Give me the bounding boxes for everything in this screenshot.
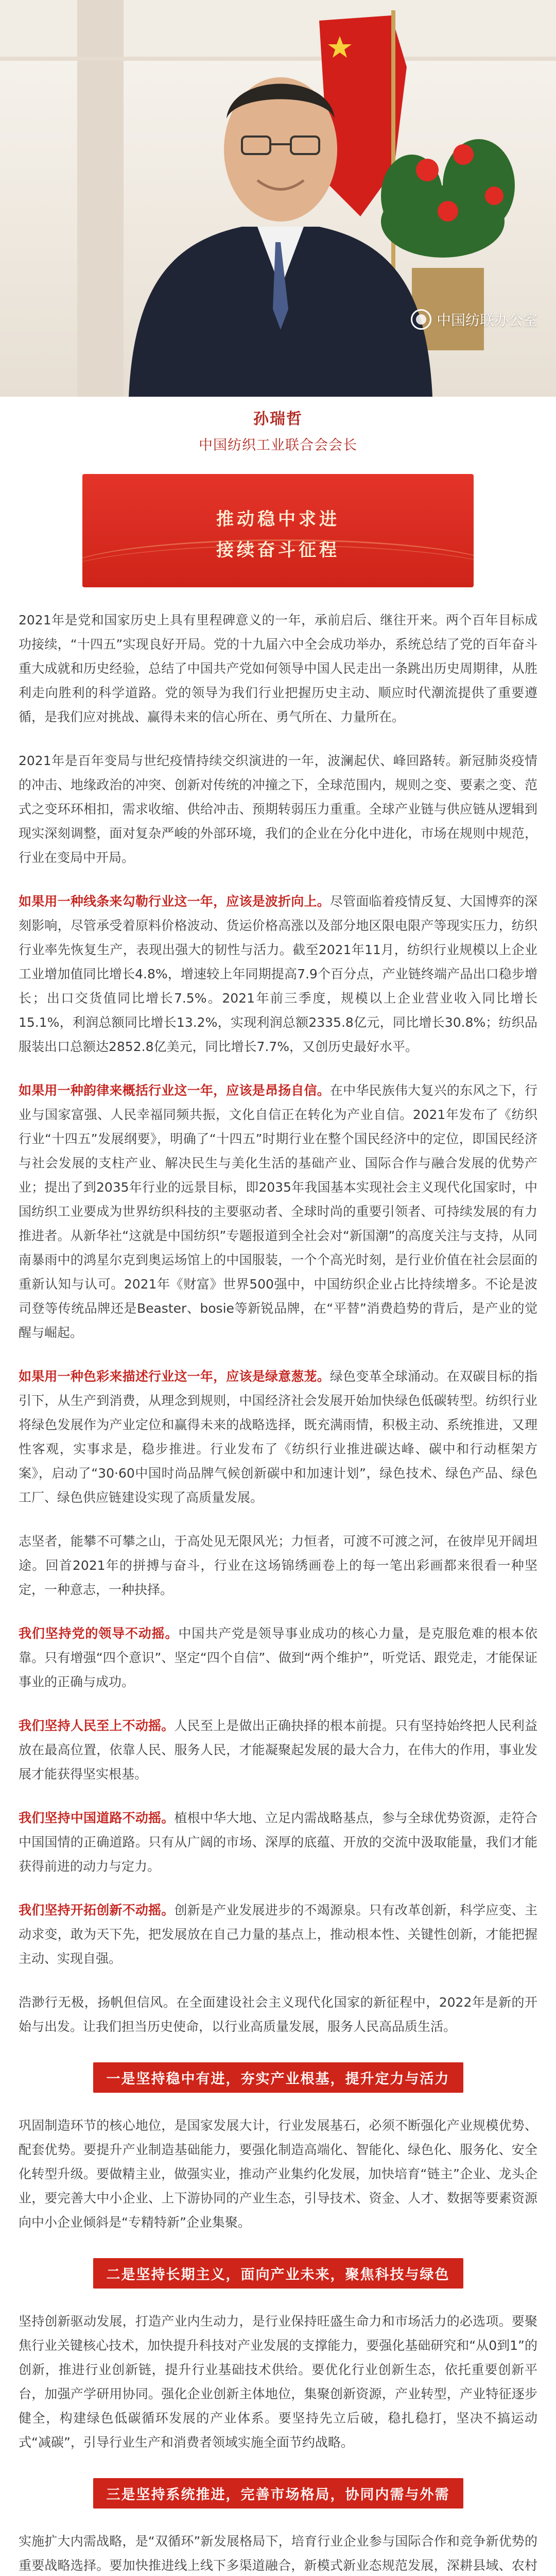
paragraph-text: 2021年是百年变局与世纪疫情持续交织演进的一年，波澜起伏、峰回路转。新冠肺炎疫情的冲击、地缘政治的冲突、创新对传统的冲撞之下，全球范围内，规则之变、要素之变、范式之变环环相扣，需求收缩、供给冲击、预期转弱压力重重。全球产业链与供应链从逻辑到现实深刻调整，面对复杂严峻的外部环境，我们的企业在分化中进化，市场在规则中规范，行业在变局中开局。	[19, 753, 537, 865]
wechat-logo-icon	[411, 309, 431, 330]
paragraph-text: 植根中华大地、立足内需战略基点，参与全球优势资源，走符合中国国情的正确道路。只有从广阔的市场、深厚的底蕴、开放的交流中汲取能量，我们才能获得前进的动力与定力。	[19, 1810, 537, 1874]
paragraph-text: 中国共产党是领导事业成功的核心力量，是克服危难的根本依靠。只有增强“四个意识”、坚定“四个自信”、做到“两个维护”，听党话、跟党走，才能保证事业的正确与成功。	[19, 1626, 537, 1689]
paragraph-text: 尽管面临着疫情反复、大国博弈的深刻影响，尽管承受着原料价格波动、货运价格高涨以及部分地区限电限产等现实压力，纺织行业率先恢复生产，表现出强大的韧性与活力。截至2021年11月，纺织行业规模以上企业工业增加值同比增长4.8%，增速较上年同期提高7.9个百分点，产业链终端产品出口稳步增长；出口交货值同比增长7.5%。2021年前三季度，规模以上企业营业收入同比增长15.1%，利润总额同比增长13.2%，实现利润总额2335.8亿元，同比增长30.8%；纺织品服装出口总额达2852.8亿美元，同比增长7.7%，又创历史最好水平。	[19, 894, 537, 1054]
paragraph-lead: 如果用一种线条来勾勒行业这一年，应该是波折向上。	[19, 894, 330, 909]
intro-paragraphs	[19, 608, 537, 2039]
paragraph	[19, 889, 537, 1059]
section-heading-2	[19, 2258, 537, 2289]
section-heading-1-label: 一是坚持稳中有进，夯实产业根基，提升定力与活力	[93, 2062, 463, 2093]
caption-name: 孙瑞哲	[253, 410, 303, 428]
article-body	[19, 587, 537, 2576]
wall-panel	[0, 57, 556, 61]
paragraph	[19, 2529, 537, 2576]
section-2-paragraphs	[19, 2309, 537, 2454]
paragraph	[19, 1714, 537, 1786]
paragraph	[19, 1898, 537, 1971]
paragraph	[19, 2309, 537, 2454]
caption-role: 中国纺织工业联合会会长	[199, 437, 357, 453]
paragraph	[19, 608, 537, 729]
paragraph	[19, 1621, 537, 1694]
paragraph-text: 在中华民族伟大复兴的东风之下，行业与国家富强、人民幸福同频共振，文化自信正在转化为产业自信。2021年发布了《纺织行业“十四五”发展纲要》，明确了“十四五”时期行业在整个国民经济中的定位，即国民经济与社会发展的支柱产业、解决民生与美化生活的基础产业、国际合作与融合发展的优势产业；提出了到2035年行业的远景目标，即2035年我国基本实现社会主义现代化国家时，中国纺织工业要成为世界纺织科技的主要驱动者、全球时尚的重要引领者、可持续发展的有力推进者。从新华社“这就是中国纺织”专题报道到全社会对“新国潮”的高度关注与支持，从同南暴雨中的鸿星尔克到奥运场馆上的中国服装，一个个高光时刻，是行业价值在社会层面的重新认知与认可。2021年《财富》世界500强中，中国纺织企业占比持续增多。不论是波司登等传统品牌还是Beaster、bosie等新锐品牌，在“平替”消费趋势的背后，是产业的觉醒与崛起。	[19, 1083, 537, 1340]
photo-caption	[0, 397, 556, 463]
paragraph-lead: 我们坚持开拓创新不动摇。	[19, 1903, 175, 1918]
paragraph-text: 巩固制造环节的核心地位，是国家发展大计，行业发展基石，必须不断强化产业规模优势、配套优势。要提升产业制造基础能力，要强化制造高端化、智能化、绿色化、服务化、安全化转型升级。要做精主业，做强实业，推动产业集约化发展，加快培育“链主”企业、龙头企业，要完善大中小企业、上下游协同的产业生态，引导技术、资金、人才、数据等要素资源向中小企业倾斜是“专精特新”企业集聚。	[19, 2118, 537, 2230]
section-heading-2-label: 二是坚持长期主义，面向产业未来，聚焦科技与绿色	[93, 2258, 463, 2289]
paragraph-lead: 如果用一种韵律来概括行业这一年，应该是昂扬自信。	[19, 1083, 330, 1098]
title-banner	[82, 474, 474, 587]
banner-title-line2: 接续奋斗征程	[216, 540, 340, 561]
paragraph-text: 2021年是党和国家历史上具有里程碑意义的一年，承前启后、继往开来。两个百年目标成功接续，“十四五”实现良好开局。党的十九届六中全会成功举办，系统总结了党的百年奋斗重大成就和历史经验，总结了中国共产党如何领导中国人民走出一条跳出历史周期律，从胜利走向胜利的科学道路。党的领导为我们行业把握历史主动、顺应时代潮流提供了重要遵循，是我们应对挑战、赢得未来的信心所在、勇气所在、力量所在。	[19, 613, 537, 724]
paragraph-lead: 我们坚持党的领导不动摇。	[19, 1626, 179, 1641]
watermark-text: 中国纺联办公室	[436, 312, 537, 329]
section-heading-1	[19, 2062, 537, 2093]
watermark	[411, 309, 537, 330]
paragraph	[19, 1806, 537, 1878]
paragraph-text: 创新是产业发展进步的不竭源泉。只有改革创新，科学应变、主动求变，敢为天下先，把发展放在自己力量的基点上，推动根本性、关键性创新，才能把握主动、实现自强。	[19, 1903, 537, 1966]
banner-title-line1: 推动稳中求进	[216, 509, 340, 530]
paragraph-text: 坚持创新驱动发展，打造产业内生动力，是行业保持旺盛生命力和市场活力的必选项。要聚焦行业关键核心技术，加快提升科技对产业发展的支撑能力，要强化基础研究和“从0到1”的创新，推进行业创新链，提升行业基础技术供给。要优化行业创新生态，依托重要创新平台，加强产学研用协同。强化企业创新主体地位，集聚创新资源，产业转型，产业特征逐步健全，构建绿色低碳循环发展的产业体系。要坚持先立后破，稳扎稳打，坚决不搞运动式“减碳”，引导行业生产和消费者领域实施全面节约战略。	[19, 2314, 537, 2450]
paragraph-lead: 我们坚持中国道路不动摇。	[19, 1810, 175, 1825]
paragraph-text: 绿色变革全球涌动。在双碳目标的指引下，从生产到消费，从理念到规则，中国经济社会发展开始加快绿色低碳转型。纺织行业将绿色发展作为产业定位和赢得未来的战略选择，既充满雨情，积极主动、系统推进，又理性客观，实事求是，稳步推进。行业发布了《纺织行业推进碳达峰、碳中和行动框架方案》，启动了“30·60中国时尚品牌气候创新碳中和加速计划”，绿色技术、绿色产品、绿色工厂、绿色供应链建设实现了高质量发展。	[19, 1369, 537, 1505]
portrait-illustration	[0, 0, 556, 397]
paragraph-lead: 我们坚持人民至上不动摇。	[19, 1718, 175, 1733]
paragraph	[19, 1078, 537, 1345]
section-1-paragraphs	[19, 2113, 537, 2234]
paragraph	[19, 1990, 537, 2039]
paragraph	[19, 2113, 537, 2234]
paragraph-text: 志坚者，能攀不可攀之山，于高处见无限风光；力恒者，可渡不可渡之河，在彼岸见开阔坦途。回首2021年的拼搏与奋斗，行业在这场锦绣画卷上的每一笔出彩画都来很看一种坚定，一种意志，一种抉择。	[19, 1534, 537, 1597]
section-3-paragraphs	[19, 2529, 537, 2576]
section-heading-3-label: 三是坚持系统推进，完善市场格局，协同内需与外需	[93, 2478, 463, 2509]
paragraph-text: 浩渺行无极，扬帆但信风。在全面建设社会主义现代化国家的新征程中，2022年是新的开始与出发。让我们担当历史使命，以行业高质量发展，服务人民高品质生活。	[19, 1995, 537, 2034]
paragraph	[19, 749, 537, 870]
header-photo	[0, 0, 556, 397]
paragraph	[19, 1364, 537, 1510]
paragraph-text: 实施扩大内需战略，是“双循环”新发展格局下，培育行业企业参与国际合作和竞争新优势的重要战略选择。要加快推进线上线下多渠道融合，新模式新业态规范发展，深耕县域、农村	[19, 2534, 537, 2573]
section-heading-3	[19, 2478, 537, 2509]
paragraph-lead: 如果用一种色彩来描述行业这一年，应该是绿意葱茏。	[19, 1369, 330, 1384]
paragraph-text: 人民至上是做出正确抉择的根本前提。只有坚持始终把人民利益放在最高位置，依靠人民、服务人民，才能凝聚起发展的最大合力，在伟大的作用，事业发展才能获得坚实根基。	[19, 1718, 537, 1782]
paragraph	[19, 1529, 537, 1602]
